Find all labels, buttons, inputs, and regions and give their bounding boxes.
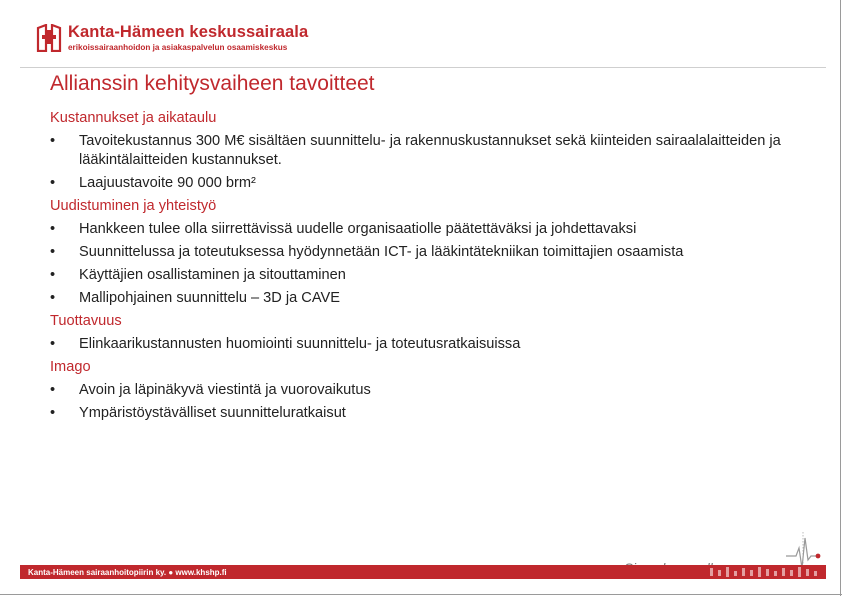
bullet-text: Avoin ja läpinäkyvä viestintä ja vuorovaikutus — [79, 382, 371, 398]
bullet-item — [50, 379, 810, 402]
bullet-item — [50, 402, 810, 425]
bullet-item — [50, 264, 810, 287]
bullet-symbol: • — [50, 244, 56, 260]
hospital-logo — [36, 22, 308, 54]
footer-bar — [20, 565, 826, 579]
section-heading: Kustannukset ja aikataulu — [50, 110, 217, 126]
section-heading: Uudistuminen ja yhteistyö — [50, 198, 217, 214]
bullet-item — [50, 241, 810, 264]
bullet-text: Elinkaarikustannusten huomiointi suunnittelu- ja toteutusratkaisuissa — [79, 336, 521, 352]
bullet-text: Käyttäjien osallistaminen ja sitouttaminen — [79, 267, 346, 283]
bullet-text: Suunnittelussa ja toteutuksessa hyödynnetään ICT- ja lääkintätekniikan toimittajien osaamista — [79, 244, 684, 260]
slide-content — [50, 107, 810, 425]
header-divider — [20, 67, 826, 68]
bullet-item — [50, 287, 810, 310]
bullet-symbol: • — [50, 221, 56, 237]
bullet-symbol: • — [50, 133, 56, 149]
slide-border-right — [840, 0, 841, 596]
section-heading: Tuottavuus — [50, 313, 122, 329]
footer-text: Kanta-Hämeen sairaanhoitopiirin ky. ● www.khshp.fi — [28, 567, 227, 577]
bullet-text: Laajuustavoite 90 000 brm² — [79, 175, 256, 191]
bullet-text: Mallipohjainen suunnittelu – 3D ja CAVE — [79, 290, 340, 306]
bullet-text: Hankkeen tulee olla siirrettävissä uudelle organisaatiolle päätettäväksi ja johdettavaksi — [79, 221, 637, 237]
bullet-text: Tavoitekustannus 300 M€ sisältäen suunnittelu- ja rakennuskustannukset sekä kiinteiden sairaalalaitteiden ja lääkintälaitteiden kustannukset. — [79, 133, 781, 168]
bullet-symbol: • — [50, 405, 56, 421]
bullet-symbol: • — [50, 382, 56, 398]
bullet-item — [50, 333, 810, 356]
bullet-symbol: • — [50, 290, 56, 306]
hospital-logo-icon — [36, 24, 62, 52]
section-heading: Imago — [50, 359, 91, 375]
bullet-text: Ympäristöystävälliset suunnitteluratkaisut — [79, 405, 346, 421]
bullet-item — [50, 130, 810, 172]
bullet-item — [50, 218, 810, 241]
slide-border-bottom — [0, 594, 842, 595]
bullet-symbol: • — [50, 175, 56, 191]
footer-pattern — [706, 565, 826, 579]
bullet-symbol: • — [50, 336, 56, 352]
logo-name: Kanta-Hämeen keskussairaala — [68, 23, 309, 42]
slide-title: Allianssin kehitysvaiheen tavoitteet — [50, 72, 375, 95]
bullet-symbol: • — [50, 267, 56, 283]
bullet-item — [50, 172, 810, 195]
logo-subtitle: erikoissairaanhoidon ja asiakaspalvelun osaamiskeskus — [68, 42, 288, 52]
